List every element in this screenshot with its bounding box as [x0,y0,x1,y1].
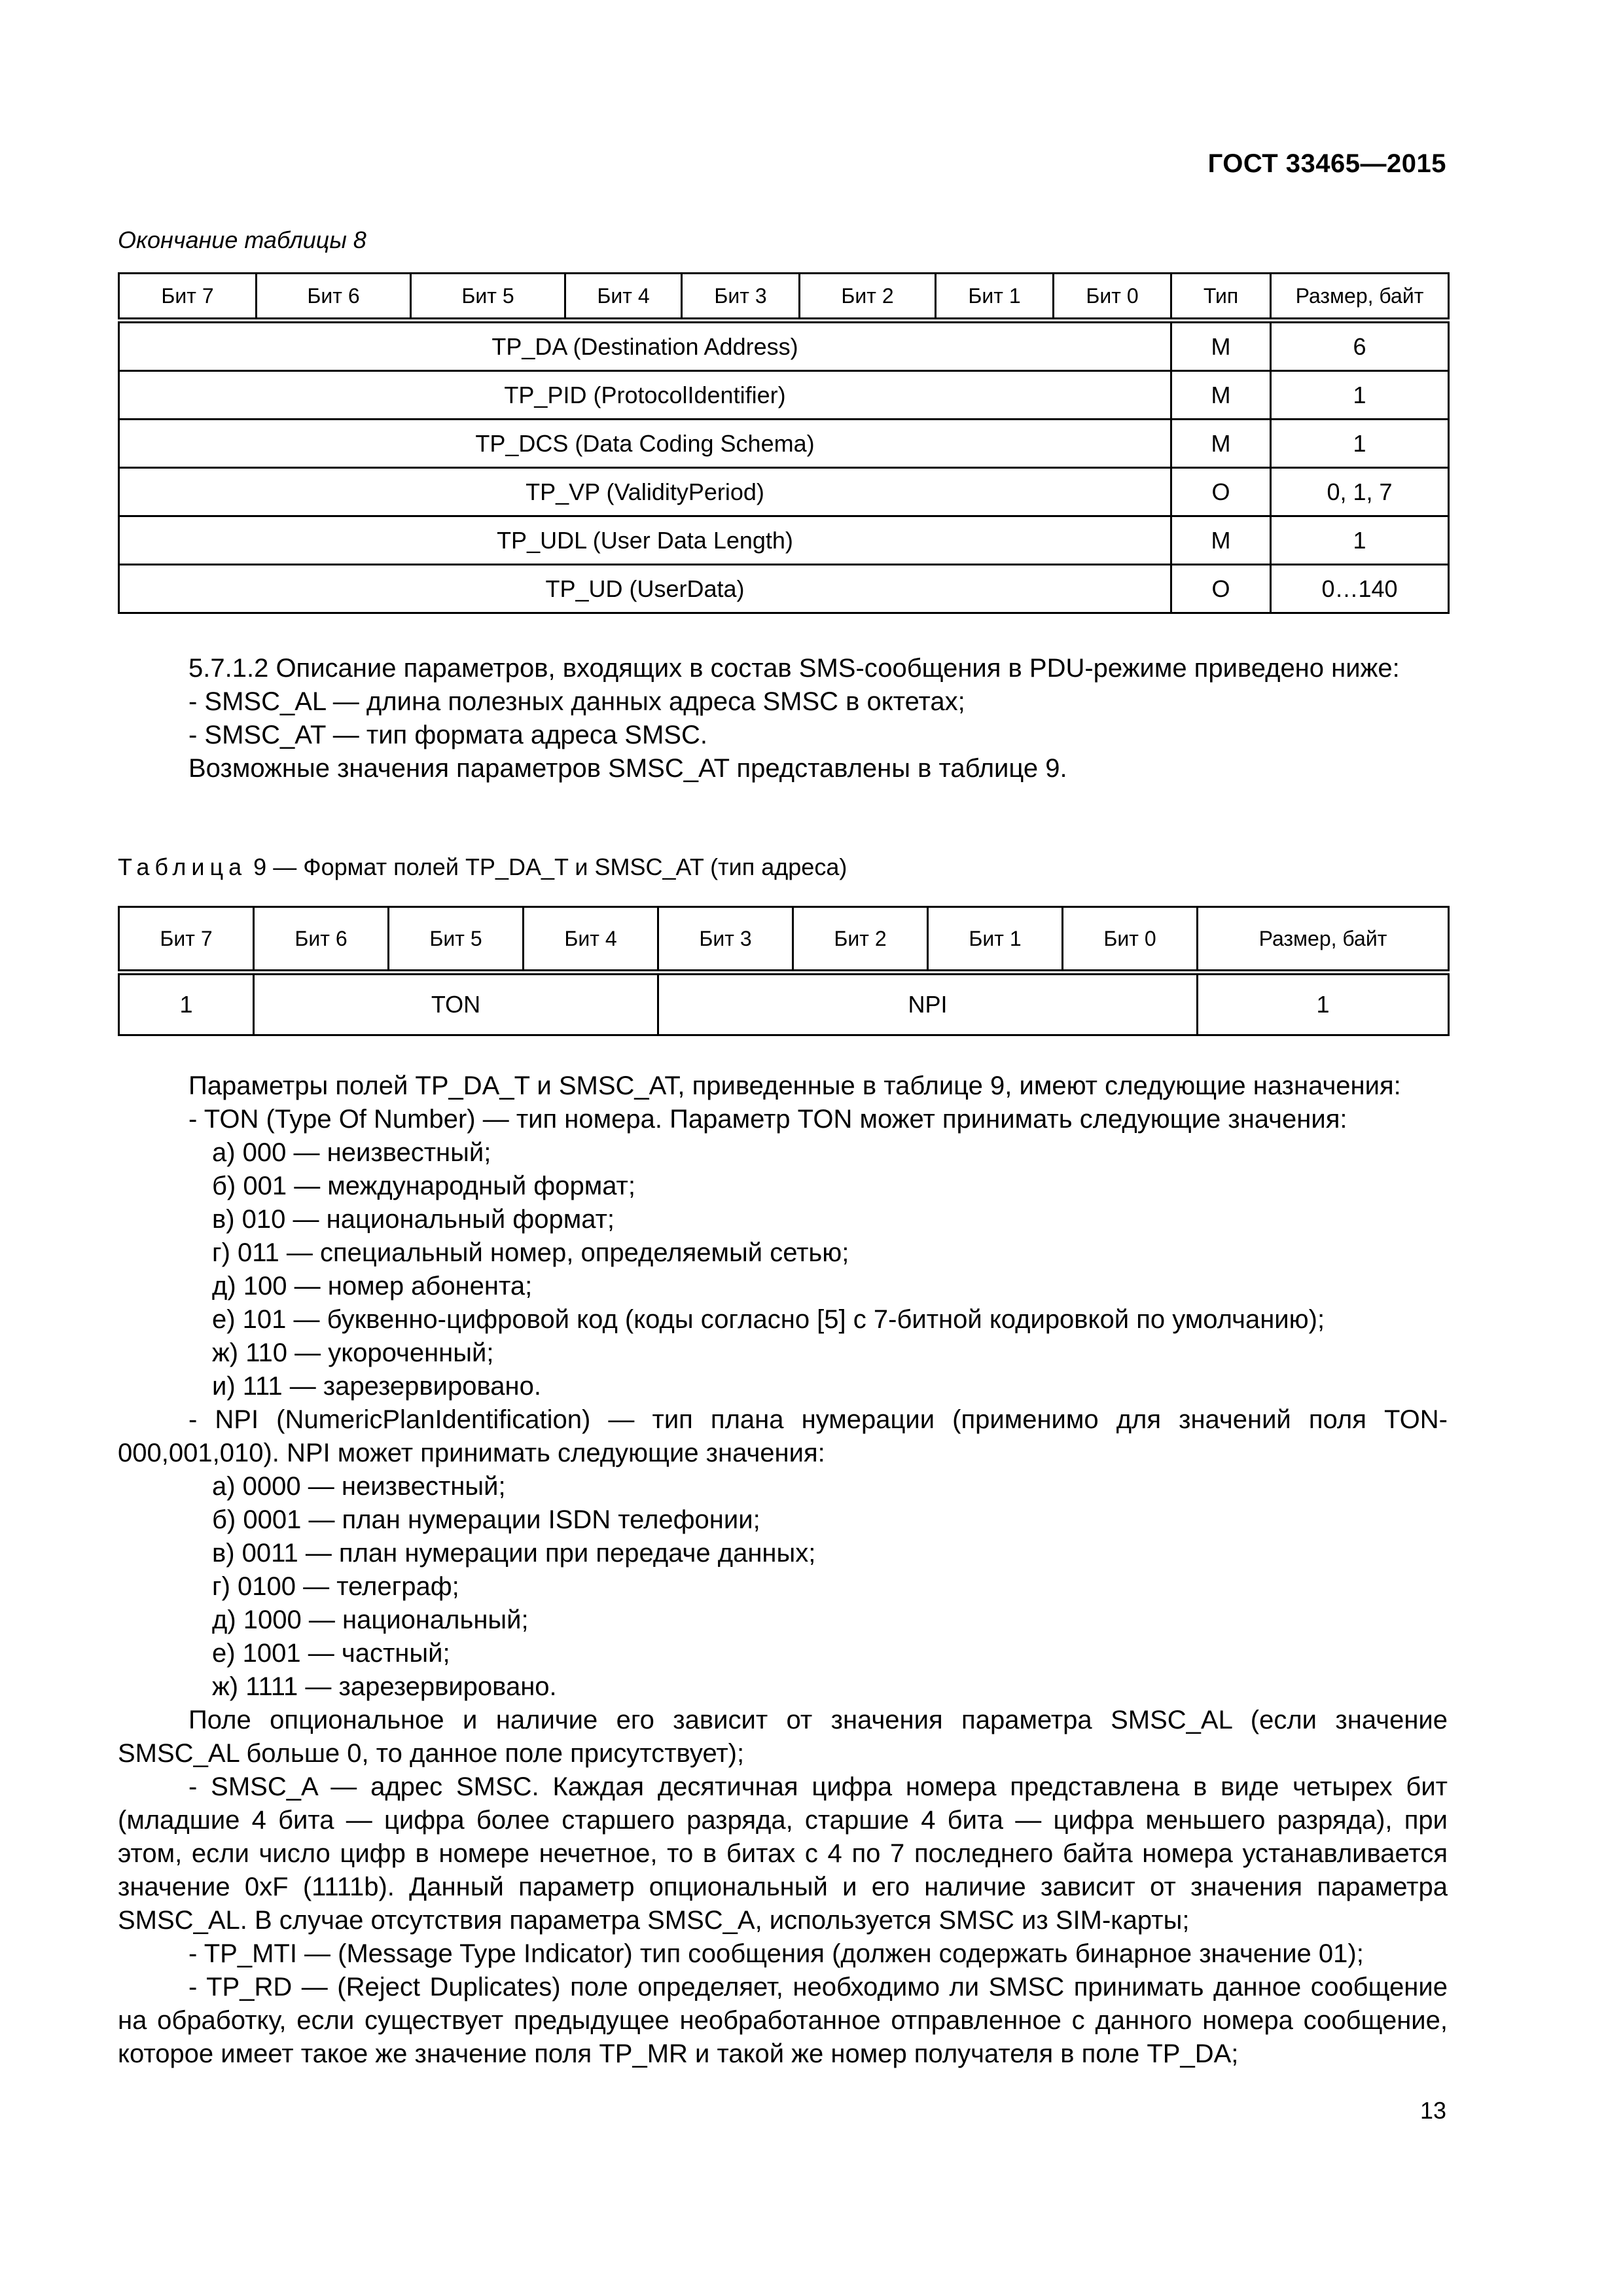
table-row [119,371,1449,420]
page-number: 13 [1419,2097,1446,2124]
table8-header-cell: Размер, байт [1271,274,1449,321]
paragraph: Поле опциональное и наличие его зависит от значения параметра SMSC_AL (если значение SMSC_AL больше 0, то данное поле присутствует); [118,1706,1448,1768]
paragraph: Параметры полей TP_DA_T и SMSC_AT, приведенные в таблице 9, имеют следующие назначения: [188,1071,1401,1100]
table8-header-cell: Тип [1171,274,1271,321]
table8-size-cell: 6 [1271,321,1449,371]
table-row [119,516,1449,565]
list-item: г) 0100 — телеграф; [212,1572,459,1601]
smsc-a-definition: - SMSC_A — адрес SMSC. Каждая десятичная цифра номера представлена в виде четырех бит (младшие 4 бита — цифра более старшего разряда, старшие 4 бита — цифра меньшего разряда), при этом, если число цифр в номере нечетное, то в битах с 4 по 7 последнего байта номера устанавливается значение 0xF (1111b). Данный параметр опциональный и его наличие зависит от значения параметра SMSC_AL. В случае отсутствия параметра SMSC_A, используется SMSC из SIM-карты; [118,1772,1448,1935]
table9-caption [118,853,847,881]
section-field-assignments [118,1069,1448,2071]
table8-type-cell: M [1171,420,1271,468]
table-row [119,973,1449,1035]
table8-header-cell: Бит 5 [411,274,565,321]
table8-field-cell: TP_DCS (Data Coding Schema) [119,420,1171,468]
table8-type-cell: O [1171,468,1271,516]
table8-header-cell: Бит 3 [682,274,800,321]
npi-definition: - NPI (NumericPlanIdentification) — тип плана нумерации (применимо для значений поля TON- 000,001,010). NPI может принимать следующие значения: [118,1405,1448,1467]
table9-header-cell: Размер, байт [1198,907,1449,973]
table8-field-cell: TP_UDL (User Data Length) [119,516,1171,565]
table8-size-cell: 1 [1271,371,1449,420]
table8-size-cell: 1 [1271,420,1449,468]
table8-header-row [119,274,1449,321]
list-item: д) 1000 — национальный; [212,1605,529,1634]
list-item: ж) 1111 — зарезервировано. [212,1672,557,1701]
list-item: в) 0011 — план нумерации при передаче данных; [212,1539,816,1568]
table8-type-cell: M [1171,321,1271,371]
list-item: б) 0001 — план нумерации ISDN телефонии; [212,1505,760,1534]
table8-header-cell: Бит 4 [565,274,682,321]
table8-header-cell: Бит 1 [936,274,1054,321]
table9-header-cell: Бит 4 [524,907,658,973]
table-row [119,321,1449,371]
tp-rd-definition: - TP_RD — (Reject Duplicates) поле определяет, необходимо ли SMSC принимать данное сообщение на обработку, если существует предыдущее необработанное отправленное с данного номера сообщение, которое имеет такое же значение поля TP_MR и такой же номер получателя в поле TP_DA; [118,1973,1448,2068]
table8-field-cell: TP_VP (ValidityPeriod) [119,468,1171,516]
tp-mti-definition: - TP_MTI — (Message Type Indicator) тип сообщения (должен содержать бинарное значение 01); [188,1939,1364,1968]
table9-caption-text: 9 — Формат полей TP_DA_T и SMSC_AT (тип адреса) [253,853,847,880]
paragraph: - SMSC_AL — длина полезных данных адреса SMSC в октетах; [188,687,965,716]
table-row [119,420,1449,468]
table8-type-cell: M [1171,371,1271,420]
paragraph: Возможные значения параметров SMSC_AT представлены в таблице 9. [188,754,1067,783]
paragraph: - SMSC_AT — тип формата адреса SMSC. [188,721,707,749]
list-item: е) 1001 — частный; [212,1639,450,1668]
table-row [119,565,1449,613]
table9-bit7-cell: 1 [119,973,254,1035]
table8-field-cell: TP_DA (Destination Address) [119,321,1171,371]
table9-header-cell: Бит 7 [119,907,254,973]
section-parameters-description [118,652,1448,785]
table9-caption-word: Таблица [118,853,247,880]
table-row [119,468,1449,516]
table-9 [118,906,1450,1036]
table8-type-cell: M [1171,516,1271,565]
table9-header-cell: Бит 3 [658,907,793,973]
table8-header-cell: Бит 0 [1054,274,1171,321]
table9-header-cell: Бит 5 [389,907,524,973]
ton-definition: - TON (Type Of Number) — тип номера. Параметр TON может принимать следующие значения: [188,1105,1347,1134]
table9-header-cell: Бит 1 [928,907,1063,973]
paragraph: 5.7.1.2 Описание параметров, входящих в состав SMS-сообщения в PDU-режиме приведено ниже: [188,654,1400,683]
table8-header-cell: Бит 2 [800,274,936,321]
table8-size-cell: 1 [1271,516,1449,565]
table9-header-cell: Бит 0 [1063,907,1198,973]
document-standard-header: ГОСТ 33465—2015 [1207,149,1446,178]
table9-npi-cell: NPI [658,973,1198,1035]
table8-field-cell: TP_PID (ProtocolIdentifier) [119,371,1171,420]
table8-type-cell: O [1171,565,1271,613]
list-item: д) 100 — номер абонента; [212,1272,533,1300]
table8-size-cell: 0…140 [1271,565,1449,613]
table9-size-cell: 1 [1198,973,1449,1035]
table8-header-cell: Бит 6 [257,274,411,321]
table8-caption: Окончание таблицы 8 [118,226,366,253]
list-item: б) 001 — международный формат; [212,1172,635,1200]
table-8 [118,272,1450,614]
list-item: в) 010 — национальный формат; [212,1205,615,1234]
table9-header-cell: Бит 2 [793,907,928,973]
table9-ton-cell: TON [254,973,658,1035]
list-item: и) 111 — зарезервировано. [212,1372,541,1401]
table8-header-cell: Бит 7 [119,274,257,321]
list-item: г) 011 — специальный номер, определяемый сетью; [212,1238,849,1267]
list-item: а) 0000 — неизвестный; [212,1472,506,1501]
table8-field-cell: TP_UD (UserData) [119,565,1171,613]
table8-size-cell: 0, 1, 7 [1271,468,1449,516]
list-item: ж) 110 — укороченный; [212,1338,494,1367]
table9-header-row [119,907,1449,973]
table9-header-cell: Бит 6 [254,907,389,973]
list-item: а) 000 — неизвестный; [212,1138,491,1167]
list-item: е) 101 — буквенно-цифровой код (коды согласно [5] с 7-битной кодировкой по умолчанию); [212,1305,1325,1334]
